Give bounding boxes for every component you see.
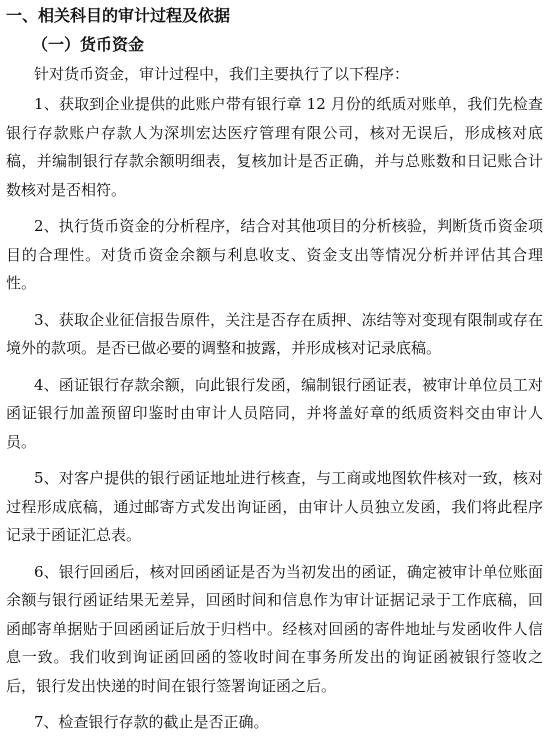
procedure-paragraph-5: 5、对客户提供的银行函证地址进行核查，与工商或地图软件核对一致，核对过程形成底稿，通过邮寄方式发出询证函，由审计人员独立发函，我们将此程序记录于函证汇总表。 — [6, 469, 543, 544]
procedure-paragraph-7: 7、检查银行存款的截止是否正确。 — [34, 713, 269, 731]
procedure-paragraph-1: 1、获取到企业提供的此账户带有银行章 12 月份的纸质对账单，我们先检查银行存款账户存款人为深圳宏达医疗管理有限公司，核对无误后，形成核对底稿，并编制银行存款余额明细表，复核加计是否正确，并与总账数和日记账合计数核对是否相符。 — [6, 95, 543, 199]
procedure-paragraph-2: 2、执行货币资金的分析程序，结合对其他项目的分析核验，判断货币资金项目的合理性。对货币资金余额与利息收支、资金支出等情况分析并评估其合理性。 — [6, 217, 543, 292]
section-heading: 一、相关科目的审计过程及依据 — [6, 6, 231, 25]
intro-paragraph: 针对货币资金，审计过程中，我们主要执行了以下程序： — [34, 65, 410, 83]
subsection-heading: （一）货币资金 — [32, 35, 145, 54]
procedure-paragraph-6: 6、银行回函后，核对回函函证是否为当初发出的函证，确定被审计单位账面余额与银行函证结果无差异，回函时间和信息作为审计证据记录于工作底稿，回函邮寄单据贴于回函函证后放于归档中。经核对回函的寄件地址与发函收件人信息一致。我们收到询证函回函的签收时间在事务所发出的询证函被银行签收之后，银行发出快递的时间在银行签署询证函之后。 — [6, 562, 543, 695]
procedure-paragraph-3: 3、获取企业征信报告原件，关注是否存在质押、冻结等对变现有限制或存在境外的款项。是否已做必要的调整和披露，并形成核对记录底稿。 — [6, 310, 543, 357]
procedure-paragraph-4: 4、函证银行存款余额，向此银行发函，编制银行函证表，被审计单位员工对函证银行加盖预留印鉴时由审计人员陪同，并将盖好章的纸质资料交由审计人员。 — [6, 375, 543, 451]
